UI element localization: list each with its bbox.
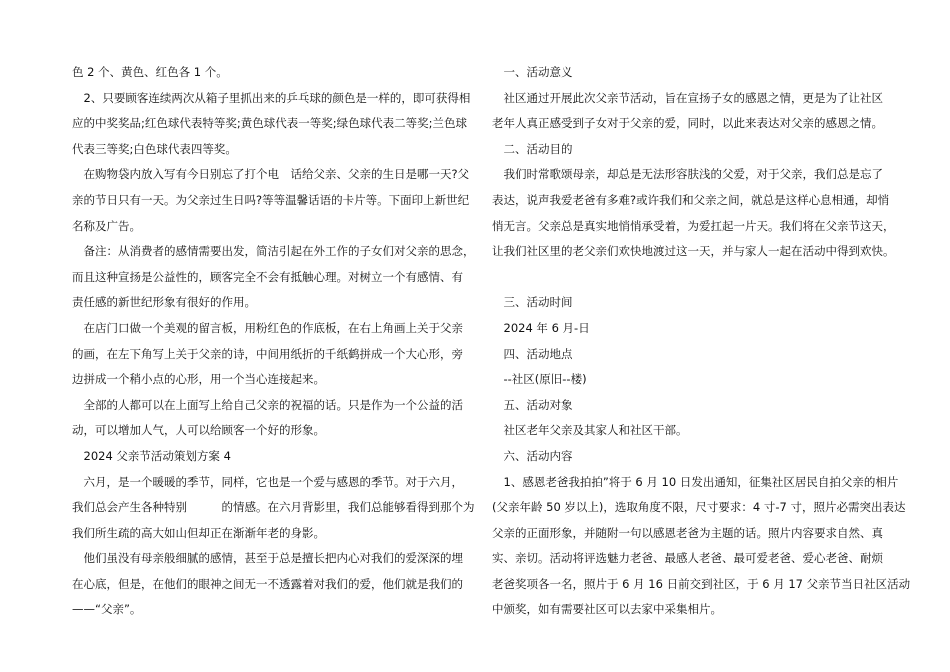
text-line: 二、活动目的 — [492, 141, 573, 156]
text-line: 1、感恩老爸我拍拍”将于 6 月 10 日发出通知，征集社区居民自拍父亲的相片 — [492, 474, 899, 489]
text-line: 三、活动时间 — [492, 295, 573, 310]
text-line: 他们虽没有母亲般细腻的感情，甚至于总是擅长把内心对我们的爱深深的埋 — [72, 551, 463, 566]
text-line: 悄无言。父亲总是真实地悄悄承受着，为爱扛起一片天。我们将在父亲节这天， — [492, 218, 895, 233]
text-line: 边拼成一个稍小点的心形，用一个当心连接起来。 — [72, 372, 325, 387]
text-line: 我们总会产生各种特别 的情感。在六月背影里，我们总能够看得到那个为 — [72, 500, 475, 515]
text-line: 2024 父亲节活动策划方案 4 — [72, 448, 231, 463]
text-line: 色 2 个、黄色、红色各 1 个。 — [72, 65, 228, 79]
text-line: 实、亲切。活动将评选魅力老爸、最感人老爸、最可爱老爸、爱心老爸、耐烦 — [492, 551, 883, 566]
text-line: 备注：从消费者的感情需要出发，简洁引起在外工作的子女们对父亲的思念， — [72, 244, 475, 259]
text-line: 父亲的正面形象，并随附一句以感恩老爸为主题的话。照片内容要求自然、真 — [492, 525, 883, 540]
text-line: 亲的节日只有一天。为父亲过生日吗?等等温馨话语的卡片等。下面印上新世纪 — [72, 192, 470, 207]
text-line: 在店门口做一个美观的留言板，用粉红色的作底板，在右上角画上关于父亲 — [72, 320, 463, 335]
text-line: --社区(原旧--楼) — [492, 372, 587, 387]
text-line: 四、活动地点 — [492, 346, 573, 361]
text-line: 让我们社区里的老父亲们欢快地渡过这一天，并与家人一起在活动中得到欢快。 — [492, 244, 895, 259]
text-line: 我们所生疏的高大如山但却正在渐渐年老的身影。 — [72, 525, 325, 540]
text-line: 一、活动意义 — [492, 65, 573, 79]
text-line: ——“父亲”。 — [72, 602, 142, 617]
left-column — [72, 60, 475, 623]
text-line: 老年人真正感受到子女对于父亲的爱，同时，以此来表达对父亲的感恩之情。 — [492, 116, 883, 131]
text-line: 应的中奖奖品;红色球代表特等奖;黄色球代表一等奖;绿色球代表二等奖;兰色球 — [72, 116, 467, 131]
text-line: 六月，是一个暖暖的季节，同样，它也是一个爱与感恩的季节。对于六月， — [72, 474, 463, 489]
text-line: 六、活动内容 — [492, 448, 573, 463]
text-line: (父亲年龄 50 岁以上)，选取角度不限，尺寸要求：4 寸-7 寸，照片必需突出表达 — [492, 500, 906, 515]
text-line: 的画，在左下角写上关于父亲的诗，中间用纸折的千纸鹤拼成一个大心形，旁 — [72, 346, 463, 361]
text-line: 表达，说声我爱老爸有多难?或许我们和父亲之间，就总是这样心息相通，却悄 — [492, 192, 890, 207]
right-column — [492, 60, 911, 623]
text-line: 全部的人都可以在上面写上给自己父亲的祝福的话。只是作为一个公益的活 — [72, 397, 463, 412]
text-line: 在心底，但是，在他们的眼神之间无一不透露着对我们的爱，他们就是我们的 — [72, 576, 463, 591]
text-line: 代表三等奖;白色球代表四等奖。 — [72, 141, 237, 156]
text-line: 2024 年 6 月-日 — [492, 320, 590, 335]
text-line: 社区老年父亲及其家人和社区干部。 — [492, 423, 688, 438]
text-line: 社区通过开展此次父亲节活动，旨在宣扬子女的感恩之情，更是为了让社区 — [492, 90, 883, 105]
text-line: 中颁奖，如有需要社区可以去家中采集相片。 — [492, 602, 722, 617]
text-line: 在购物袋内放入写有今日别忘了打个电 话给父亲、父亲的生日是哪一天?父 — [72, 167, 470, 182]
text-line: 我们时常歌颂母亲，却总是无法形容肤浅的父爱，对于父亲，我们总是忘了 — [492, 167, 883, 182]
text-line: 老爸奖项各一名，照片于 6 月 16 日前交到社区，于 6 月 17 父亲节当日社区活动 — [492, 576, 911, 591]
text-line: 名称及广告。 — [72, 218, 141, 233]
text-line: 动，可以增加人气，人可以给顾客一个好的形象。 — [72, 423, 325, 438]
text-line: 而且这种宣扬是公益性的，顾客完全不会有抵触心理。对树立一个有感情、有 — [72, 269, 463, 284]
text-line: 责任感的新世纪形象有很好的作用。 — [72, 295, 256, 310]
text-line: 五、活动对象 — [492, 397, 573, 412]
text-line: 2、只要顾客连续两次从箱子里抓出来的乒乓球的颜色是一样的，即可获得相 — [72, 90, 471, 105]
blank-line — [492, 265, 882, 291]
